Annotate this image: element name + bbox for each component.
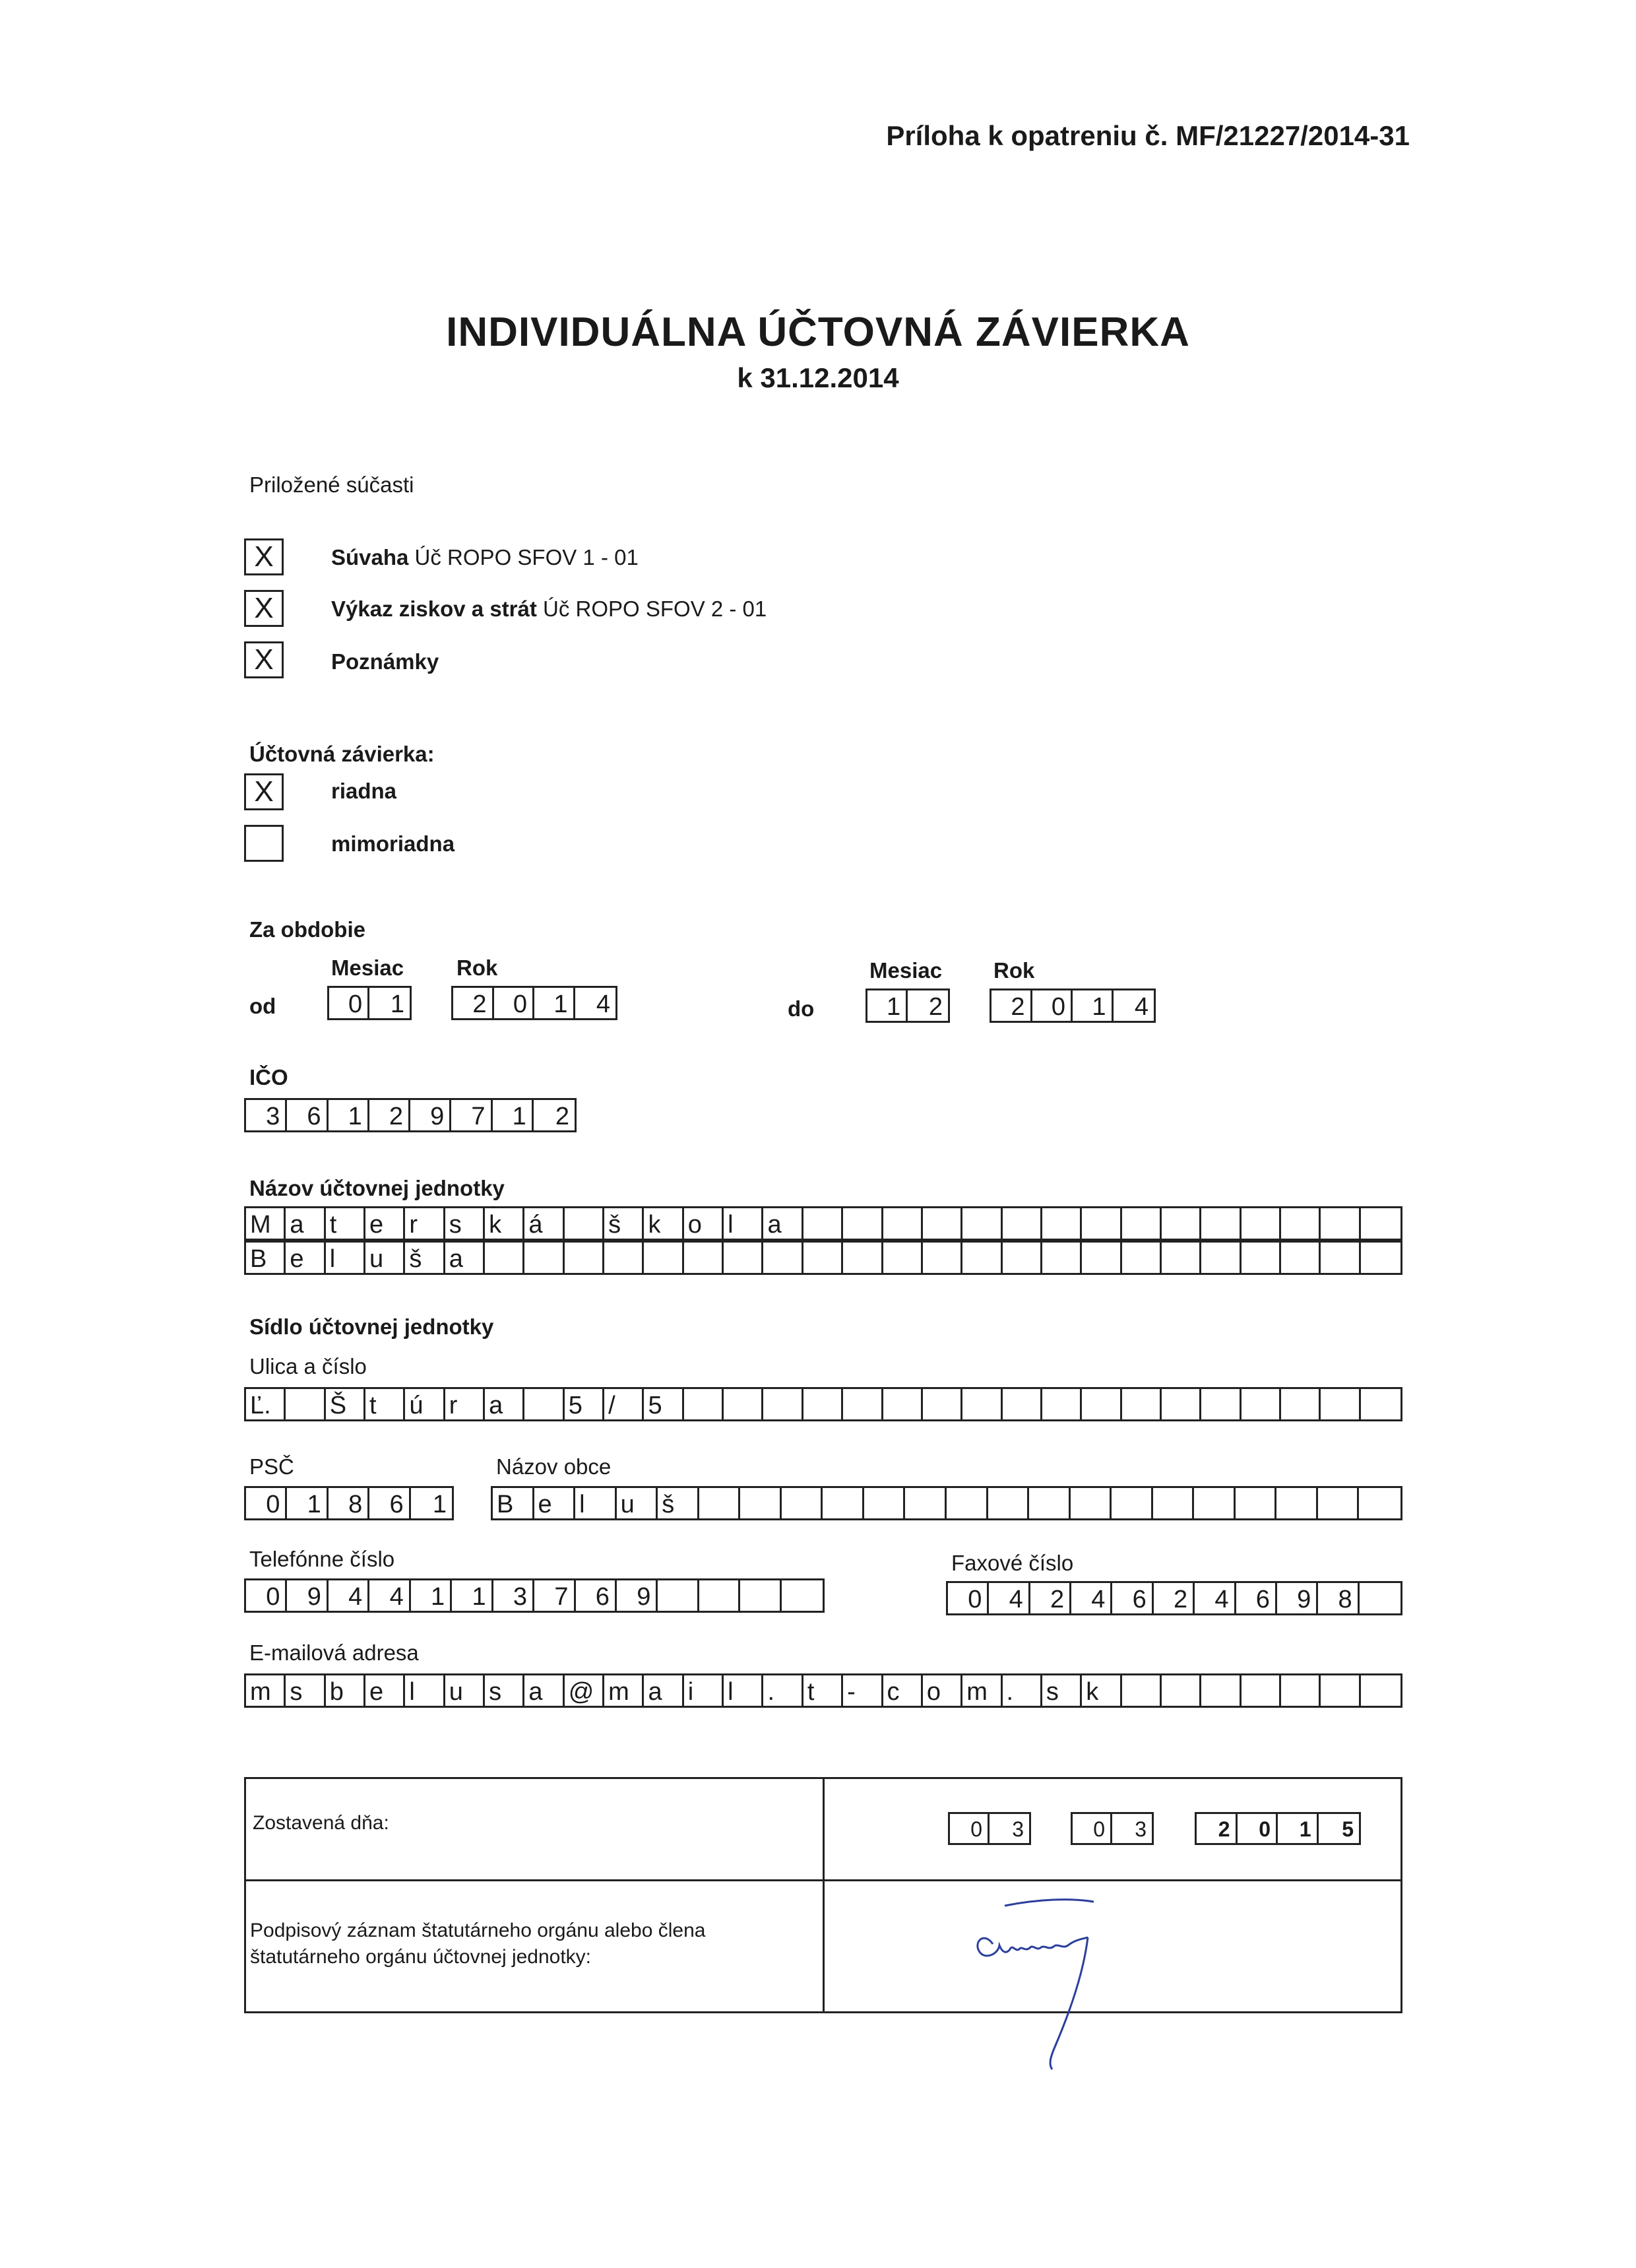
- char-cell: [763, 1243, 803, 1273]
- char-cell: [1242, 1243, 1281, 1273]
- char-cell: 3: [246, 1100, 287, 1130]
- from-month-digit: 1: [390, 990, 404, 1018]
- char-cell: 2: [1030, 1583, 1071, 1613]
- char-cell: a: [524, 1675, 564, 1706]
- attachment-balance-sheet: [331, 545, 639, 570]
- char-cell: [962, 1243, 1002, 1273]
- attachments-heading: Priložené súčasti: [249, 472, 414, 497]
- char-cell: u: [365, 1243, 405, 1273]
- created-year-digit: 0: [1238, 1814, 1278, 1843]
- char-cell: [1201, 1208, 1241, 1239]
- from-month-label: Mesiac: [331, 956, 404, 980]
- char-cell: 1: [452, 1580, 493, 1611]
- checkbox-extraordinary[interactable]: [244, 825, 284, 862]
- char-cell: 1: [329, 1100, 369, 1130]
- statement-type-heading: Účtovná závierka:: [249, 742, 435, 766]
- signature-label: Podpisový záznam štatutárneho orgánu alebo člena štatutárneho orgánu účtovnej jednotky:: [250, 1920, 706, 1968]
- from-label: od: [249, 994, 276, 1018]
- char-cell: 5: [644, 1389, 683, 1419]
- char-cell: [740, 1488, 782, 1518]
- char-cell: [1162, 1389, 1201, 1419]
- attachment-balance-sheet-code: Úč ROPO SFOV 1 - 01: [408, 545, 639, 569]
- char-cell: e: [534, 1488, 576, 1518]
- char-cell: k: [644, 1208, 683, 1239]
- period-heading: Za obdobie: [249, 917, 365, 942]
- char-cell: [1201, 1389, 1241, 1419]
- char-cell: l: [405, 1675, 445, 1706]
- char-cell: [883, 1389, 923, 1419]
- char-cell: e: [286, 1243, 325, 1273]
- char-cell: M: [246, 1208, 286, 1239]
- char-cell: .: [1003, 1675, 1042, 1706]
- char-cell: s: [286, 1675, 325, 1706]
- char-cell: [1321, 1243, 1360, 1273]
- char-cell: Ľ.: [246, 1389, 286, 1419]
- char-cell: 3: [493, 1580, 534, 1611]
- created-day-digit: 0: [950, 1814, 990, 1843]
- option-extraordinary-label: mimoriadna: [331, 831, 455, 856]
- char-cell: B: [246, 1243, 286, 1273]
- char-cell: [803, 1389, 843, 1419]
- char-cell: [724, 1243, 763, 1273]
- char-cell: š: [658, 1488, 699, 1518]
- char-cell: t: [803, 1675, 843, 1706]
- char-cell: u: [617, 1488, 658, 1518]
- checkbox-regular[interactable]: X: [244, 773, 284, 810]
- char-cell: [1276, 1488, 1318, 1518]
- to-year-digit: 4: [1134, 993, 1148, 1021]
- char-cell: [1321, 1389, 1360, 1419]
- char-cell: [1321, 1208, 1360, 1239]
- char-cell: [843, 1243, 883, 1273]
- created-month-digit: 0: [1073, 1814, 1112, 1843]
- created-year-digit: 5: [1342, 1817, 1354, 1841]
- char-cell: [1042, 1243, 1082, 1273]
- char-cell: [658, 1580, 699, 1611]
- char-cell: [1201, 1675, 1241, 1706]
- from-month-digit: 0: [329, 988, 369, 1018]
- char-cell: s: [485, 1675, 524, 1706]
- char-cell: [843, 1389, 883, 1419]
- char-cell: [524, 1389, 564, 1419]
- char-cell: 1: [287, 1488, 328, 1518]
- char-cell: l: [326, 1243, 365, 1273]
- char-cell: 6: [369, 1488, 410, 1518]
- char-cell: e: [365, 1208, 405, 1239]
- char-cell: m: [604, 1675, 644, 1706]
- char-cell: [1194, 1488, 1236, 1518]
- char-cell: [1361, 1675, 1400, 1706]
- char-cell: 8: [329, 1488, 369, 1518]
- char-cell: [905, 1488, 947, 1518]
- char-cell: l: [724, 1208, 763, 1239]
- fax-field[interactable]: [946, 1581, 1402, 1615]
- char-cell: 6: [576, 1580, 617, 1611]
- signature-image: [959, 1891, 1156, 2076]
- char-cell: [699, 1580, 740, 1611]
- char-cell: Š: [326, 1389, 365, 1419]
- title-block: [0, 309, 1636, 394]
- char-cell: 2: [1154, 1583, 1195, 1613]
- char-cell: 2: [369, 1100, 410, 1130]
- char-cell: [1003, 1243, 1042, 1273]
- char-cell: 9: [1277, 1583, 1318, 1613]
- city-field[interactable]: [491, 1486, 1402, 1520]
- to-year-label: Rok: [993, 958, 1035, 983]
- char-cell: 1: [411, 1580, 452, 1611]
- char-cell: [1281, 1389, 1321, 1419]
- char-cell: 7: [451, 1100, 492, 1130]
- street-field[interactable]: [244, 1387, 1402, 1421]
- char-cell: [1082, 1243, 1121, 1273]
- char-cell: [923, 1389, 962, 1419]
- from-year-label: Rok: [456, 956, 498, 980]
- from-year-digit: 2: [453, 988, 494, 1018]
- char-cell: 9: [287, 1580, 328, 1611]
- char-cell: b: [326, 1675, 365, 1706]
- char-cell: 6: [1236, 1583, 1277, 1613]
- char-cell: u: [445, 1675, 485, 1706]
- attachment-notes-title: Poznámky: [331, 649, 439, 674]
- char-cell: [1242, 1389, 1281, 1419]
- created-year-digit: 1: [1278, 1814, 1319, 1843]
- char-cell: a: [485, 1389, 524, 1419]
- char-cell: l: [575, 1488, 617, 1518]
- to-month-label: Mesiac: [869, 958, 943, 983]
- char-cell: [524, 1243, 564, 1273]
- char-cell: 5: [565, 1389, 604, 1419]
- entity-name-label: Názov účtovnej jednotky: [249, 1176, 505, 1200]
- option-regular-label: riadna: [331, 779, 397, 803]
- char-cell: [644, 1243, 683, 1273]
- char-cell: [883, 1243, 923, 1273]
- created-month-field[interactable]: [1071, 1812, 1154, 1845]
- attachment-profit-loss-title: Výkaz ziskov a strát: [331, 597, 537, 621]
- char-cell: [803, 1208, 843, 1239]
- char-cell: 0: [948, 1583, 989, 1613]
- char-cell: š: [405, 1243, 445, 1273]
- char-cell: [782, 1488, 823, 1518]
- created-date-label: Zostavená dňa:: [253, 1812, 389, 1834]
- char-cell: [1112, 1488, 1153, 1518]
- char-cell: 9: [617, 1580, 658, 1611]
- char-cell: @: [565, 1675, 604, 1706]
- char-cell: [1162, 1675, 1201, 1706]
- char-cell: [565, 1208, 604, 1239]
- zip-field[interactable]: [244, 1486, 454, 1520]
- char-cell: [1082, 1389, 1121, 1419]
- char-cell: a: [445, 1243, 485, 1273]
- char-cell: m: [246, 1675, 286, 1706]
- checkbox-notes[interactable]: X: [244, 641, 284, 678]
- char-cell: [684, 1389, 724, 1419]
- to-month-digit: 2: [928, 993, 943, 1021]
- char-cell: [1361, 1389, 1400, 1419]
- char-cell: [763, 1389, 803, 1419]
- char-cell: [803, 1243, 843, 1273]
- char-cell: s: [1042, 1675, 1082, 1706]
- char-cell: m: [962, 1675, 1002, 1706]
- char-cell: k: [1082, 1675, 1121, 1706]
- to-year-field[interactable]: [990, 988, 1156, 1023]
- document-title: INDIVIDUÁLNA ÚČTOVNÁ ZÁVIERKA: [446, 309, 1190, 355]
- char-cell: [1242, 1208, 1281, 1239]
- char-cell: [823, 1488, 864, 1518]
- fax-label: Faxové číslo: [951, 1551, 1074, 1575]
- email-field[interactable]: [244, 1673, 1402, 1708]
- created-year-digit: 2: [1197, 1814, 1238, 1843]
- from-year-digit: 4: [596, 990, 610, 1018]
- phone-label: Telefónne číslo: [249, 1547, 395, 1571]
- char-cell: [1162, 1208, 1201, 1239]
- entity-name-row2[interactable]: [244, 1241, 1402, 1275]
- char-cell: i: [684, 1675, 724, 1706]
- char-cell: -: [843, 1675, 883, 1706]
- char-cell: [864, 1488, 906, 1518]
- char-cell: a: [286, 1208, 325, 1239]
- attachment-notes: [331, 649, 439, 674]
- char-cell: [843, 1208, 883, 1239]
- char-cell: [1162, 1243, 1201, 1273]
- entity-name-row1[interactable]: [244, 1206, 1402, 1241]
- created-year-field[interactable]: [1195, 1812, 1361, 1845]
- address-heading: Sídlo účtovnej jednotky: [249, 1314, 494, 1339]
- char-cell: 0: [246, 1488, 287, 1518]
- char-cell: [1003, 1389, 1042, 1419]
- char-cell: [1281, 1675, 1321, 1706]
- document-date: k 31.12.2014: [737, 362, 899, 393]
- to-label: do: [788, 996, 815, 1021]
- char-cell: r: [405, 1208, 445, 1239]
- char-cell: [1321, 1675, 1360, 1706]
- char-cell: [1071, 1488, 1112, 1518]
- zip-label: PSČ: [249, 1454, 294, 1479]
- from-year-field[interactable]: [451, 986, 617, 1020]
- char-cell: [1122, 1389, 1162, 1419]
- char-cell: [684, 1243, 724, 1273]
- char-cell: a: [763, 1208, 803, 1239]
- char-cell: 4: [1071, 1583, 1112, 1613]
- char-cell: l: [724, 1675, 763, 1706]
- char-cell: B: [493, 1488, 534, 1518]
- ico-field[interactable]: [244, 1098, 577, 1132]
- char-cell: 4: [989, 1583, 1030, 1613]
- char-cell: [1360, 1583, 1400, 1613]
- char-cell: š: [604, 1208, 644, 1239]
- char-cell: [947, 1488, 988, 1518]
- created-day-field[interactable]: [948, 1812, 1031, 1845]
- char-cell: c: [883, 1675, 923, 1706]
- char-cell: o: [684, 1208, 724, 1239]
- attachment-profit-loss-code: Úč ROPO SFOV 2 - 01: [536, 597, 767, 621]
- char-cell: [1042, 1389, 1082, 1419]
- char-cell: [1122, 1243, 1162, 1273]
- char-cell: /: [604, 1389, 644, 1419]
- to-year-digit: 0: [1032, 990, 1073, 1021]
- char-cell: [923, 1208, 962, 1239]
- checkbox-profit-loss[interactable]: X: [244, 590, 284, 627]
- char-cell: 4: [1195, 1583, 1236, 1613]
- char-cell: 4: [369, 1580, 410, 1611]
- city-label: Názov obce: [496, 1454, 612, 1479]
- char-cell: [923, 1243, 962, 1273]
- char-cell: [1201, 1243, 1241, 1273]
- char-cell: o: [923, 1675, 962, 1706]
- char-cell: [724, 1389, 763, 1419]
- char-cell: [1003, 1208, 1042, 1239]
- char-cell: [740, 1580, 781, 1611]
- char-cell: [883, 1208, 923, 1239]
- char-cell: 6: [287, 1100, 328, 1130]
- char-cell: 1: [432, 1491, 447, 1518]
- char-cell: r: [445, 1389, 485, 1419]
- char-cell: 6: [1112, 1583, 1153, 1613]
- to-year-digit: 2: [991, 990, 1032, 1021]
- char-cell: [1042, 1208, 1082, 1239]
- char-cell: á: [524, 1208, 564, 1239]
- char-cell: [782, 1580, 823, 1611]
- char-cell: ú: [405, 1389, 445, 1419]
- from-year-digit: 1: [534, 988, 575, 1018]
- char-cell: a: [644, 1675, 683, 1706]
- char-cell: [699, 1488, 741, 1518]
- from-year-digit: 0: [494, 988, 535, 1018]
- char-cell: [1359, 1488, 1400, 1518]
- char-cell: .: [763, 1675, 803, 1706]
- char-cell: [962, 1389, 1002, 1419]
- char-cell: e: [365, 1675, 405, 1706]
- char-cell: [1281, 1243, 1321, 1273]
- char-cell: 8: [1318, 1583, 1359, 1613]
- char-cell: s: [445, 1208, 485, 1239]
- char-cell: [604, 1243, 644, 1273]
- char-cell: [1236, 1488, 1277, 1518]
- char-cell: [1122, 1208, 1162, 1239]
- ico-label: IČO: [249, 1065, 288, 1089]
- char-cell: [1361, 1243, 1400, 1273]
- annex-reference: Príloha k opatreniu č. MF/21227/2014-31: [886, 120, 1410, 151]
- char-cell: t: [326, 1208, 365, 1239]
- char-cell: [1153, 1488, 1195, 1518]
- phone-field[interactable]: [244, 1578, 825, 1613]
- char-cell: [1029, 1488, 1071, 1518]
- table-divider-vertical: [823, 1779, 825, 2011]
- created-day-digit: 3: [1012, 1817, 1024, 1841]
- attachment-profit-loss: [331, 597, 767, 622]
- email-label: E-mailová adresa: [249, 1640, 419, 1665]
- char-cell: [286, 1389, 325, 1419]
- char-cell: [1361, 1208, 1400, 1239]
- to-month-digit: 1: [867, 990, 908, 1021]
- char-cell: 4: [329, 1580, 369, 1611]
- char-cell: 7: [534, 1580, 575, 1611]
- to-month-field[interactable]: [865, 988, 950, 1023]
- char-cell: [1318, 1488, 1360, 1518]
- char-cell: 0: [246, 1580, 287, 1611]
- char-cell: [962, 1208, 1002, 1239]
- char-cell: [1242, 1675, 1281, 1706]
- char-cell: t: [365, 1389, 405, 1419]
- created-month-digit: 3: [1135, 1817, 1147, 1841]
- char-cell: [565, 1243, 604, 1273]
- char-cell: 2: [555, 1103, 569, 1130]
- char-cell: [1082, 1208, 1121, 1239]
- char-cell: [1122, 1675, 1162, 1706]
- signature-table: [244, 1777, 1402, 2013]
- char-cell: [485, 1243, 524, 1273]
- char-cell: 9: [410, 1100, 451, 1130]
- attachment-balance-sheet-title: Súvaha: [331, 545, 409, 569]
- to-year-digit: 1: [1073, 990, 1114, 1021]
- char-cell: 1: [493, 1100, 534, 1130]
- char-cell: [1281, 1208, 1321, 1239]
- checkbox-balance-sheet[interactable]: X: [244, 538, 284, 575]
- char-cell: k: [485, 1208, 524, 1239]
- from-month-field[interactable]: [327, 986, 412, 1020]
- char-cell: [988, 1488, 1030, 1518]
- street-label: Ulica a číslo: [249, 1354, 367, 1378]
